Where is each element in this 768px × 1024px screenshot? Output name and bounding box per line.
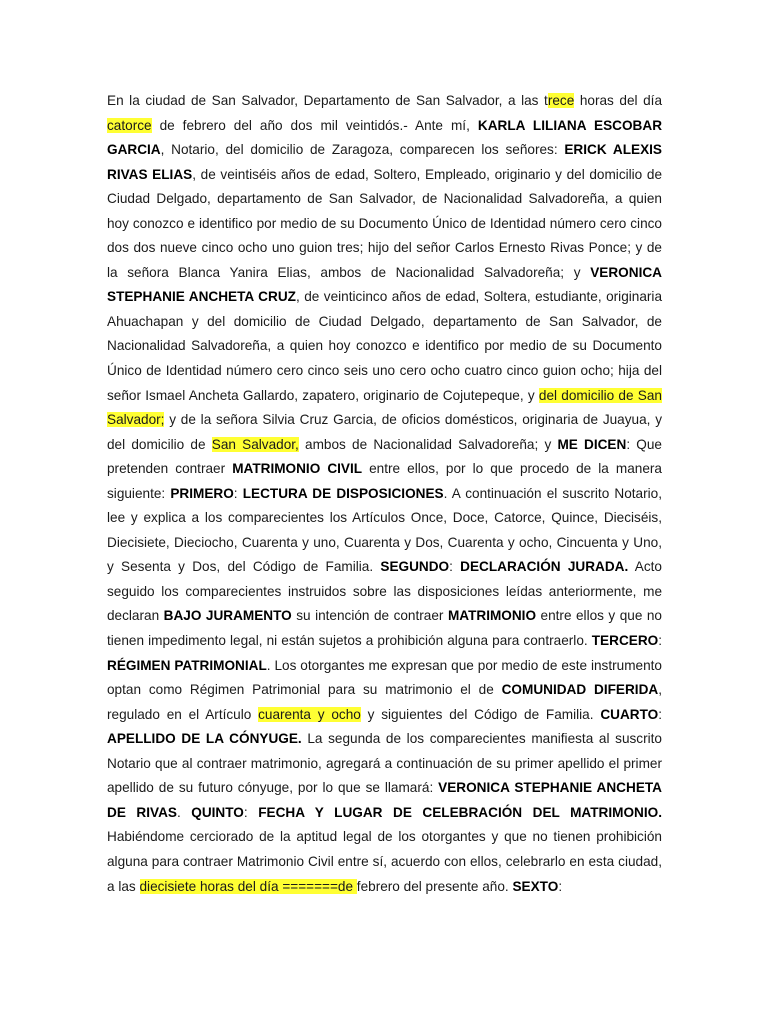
text-segment: horas del día — [574, 93, 663, 108]
bold-text-segment: LECTURA DE DISPOSICIONES — [242, 485, 444, 501]
document-body-text — [107, 89, 662, 899]
text-segment: : — [243, 804, 259, 820]
bold-text-segment: PRIMERO — [170, 485, 234, 501]
text-segment: y de la señora Silvia Cruz Garcia, de oficios domésticos, originaria de Juayua, y del domicilio de — [107, 412, 662, 452]
text-segment: Acto seguido los comparecientes instruidos sobre las disposiciones leídas anteriormente, me declaran — [107, 559, 662, 624]
bold-text-segment: MATRIMONIO CIVIL — [232, 461, 363, 477]
bold-text-segment: DECLARACIÓN JURADA. — [460, 559, 629, 575]
text-segment: : — [558, 878, 563, 894]
highlighted-text-segment: diecisiete horas del día =======de — [139, 878, 357, 894]
text-segment: , regulado en el Artículo — [107, 682, 662, 722]
text-segment: . A continuación el suscrito Notario, lee y explica a los comparecientes los Artículos Once, Doce, Catorce, Quince, Dieciséis, Diecisiete, Dieciocho, Cuarenta y uno, Cuarenta y Dos, Cuarenta y ocho, Cincuenta y Uno, y Sesenta y Dos, del Código de Familia. — [107, 485, 662, 575]
text-segment: ambos de Nacionalidad Salvadoreña; y — [298, 436, 558, 452]
highlighted-text-segment: San Salvador, — [211, 436, 299, 452]
bold-text-segment: CUARTO — [600, 706, 659, 722]
bold-text-segment: RÉGIMEN PATRIMONIAL — [107, 657, 267, 673]
bold-text-segment: TERCERO — [591, 633, 659, 649]
highlighted-text-segment: catorce — [107, 117, 152, 133]
text-segment: : — [449, 559, 461, 575]
highlighted-text-segment: cuarenta y ocho — [258, 706, 361, 722]
text-segment: entre ellos y que no tienen impedimento legal, ni están sujetos a prohibición alguna para contraerlo. — [107, 608, 662, 649]
highlighted-text-segment: del domicilio de San Salvador; — [107, 387, 662, 428]
text-segment: . — [176, 804, 192, 820]
bold-text-segment: KARLA LILIANA ESCOBAR GARCIA — [107, 117, 663, 158]
bold-text-segment: ME DICEN — [557, 436, 627, 452]
text-segment: entre ellos, por lo que procedo de la manera siguiente: — [107, 461, 662, 501]
bold-text-segment: BAJO JURAMENTO — [163, 608, 292, 624]
text-segment: Habiéndome cerciorado de la aptitud legal de los otorgantes y que no tienen prohibición alguna para contraer Matrimonio Civil entre sí, acuerdo con ellos, celebrarlo en esta ciudad, a las — [107, 829, 662, 894]
bold-text-segment: VERONICA STEPHANIE ANCHETA DE RIVAS — [107, 780, 662, 820]
bold-text-segment: VERONICA STEPHANIE ANCHETA CRUZ — [107, 264, 662, 305]
text-segment: de febrero del año dos mil veintidós.- Ante mí, — [151, 117, 478, 133]
text-segment: : — [233, 485, 243, 501]
bold-text-segment: QUINTO — [191, 804, 244, 820]
text-segment: : — [658, 633, 662, 649]
text-segment: : — [658, 706, 662, 722]
text-segment: En la ciudad de San Salvador, Departamento de San Salvador, a las t — [107, 93, 548, 108]
text-segment: febrero del presente año. — [356, 878, 513, 894]
highlighted-text-segment: rece — [547, 93, 575, 108]
text-segment: , de veintiséis años de edad, Soltero, Empleado, originario y del domicilio de Ciudad Delgado, departamento de San Salvador, de Nacionalidad Salvadoreña, a quien hoy conozco e identifico por medio de su Documento Único de Identidad número cero cinco dos dos nueve cinco ocho uno guion tres; hijo del señor Carlos Ernesto Rivas Ponce; y de la señora Blanca Yanira Elias, ambos de Nacionalidad Salvadoreña; y — [107, 166, 663, 280]
text-segment: , de veinticinco años de edad, Soltera, estudiante, originaria Ahuachapan y del domicilio de Ciudad Delgado, departamento de San Salvador, de Nacionalidad Salvadoreña, a quien hoy conozco e identifico por medio de su Documento Único de Identidad número cero cinco seis uno cero ocho cuatro cinco guion ocho; hija del señor Ismael Ancheta Gallardo, zapatero, originario de Cojutepeque, y — [107, 289, 663, 403]
bold-text-segment: SEGUNDO — [380, 559, 450, 575]
text-segment: y siguientes del Código de Familia. — [360, 706, 601, 722]
bold-text-segment: APELLIDO DE LA CÓNYUGE. — [107, 731, 302, 747]
bold-text-segment: ERICK ALEXIS RIVAS ELIAS — [107, 142, 662, 182]
text-segment: , Notario, del domicilio de Zaragoza, comparecen los señores: — [160, 142, 565, 158]
text-segment: . Los otorgantes me expresan que por medio de este instrumento optan como Régimen Patrimonial para su matrimonio el de — [107, 657, 662, 698]
bold-text-segment: COMUNIDAD DIFERIDA — [501, 682, 659, 698]
text-segment: La segunda de los comparecientes manifiesta al suscrito Notario que al contraer matrimonio, agregará a continuación de su primer apellido el primer apellido de su futuro cónyuge, por lo que se llamará: — [107, 731, 662, 796]
bold-text-segment: SEXTO — [512, 878, 559, 894]
bold-text-segment: MATRIMONIO — [447, 608, 537, 624]
text-segment: su intención de contraer — [291, 608, 448, 624]
document-paragraph — [107, 89, 662, 899]
text-segment: : Que pretenden contraer — [107, 436, 662, 477]
bold-text-segment: FECHA Y LUGAR DE CELEBRACIÓN DEL MATRIMONIO. — [258, 804, 662, 820]
